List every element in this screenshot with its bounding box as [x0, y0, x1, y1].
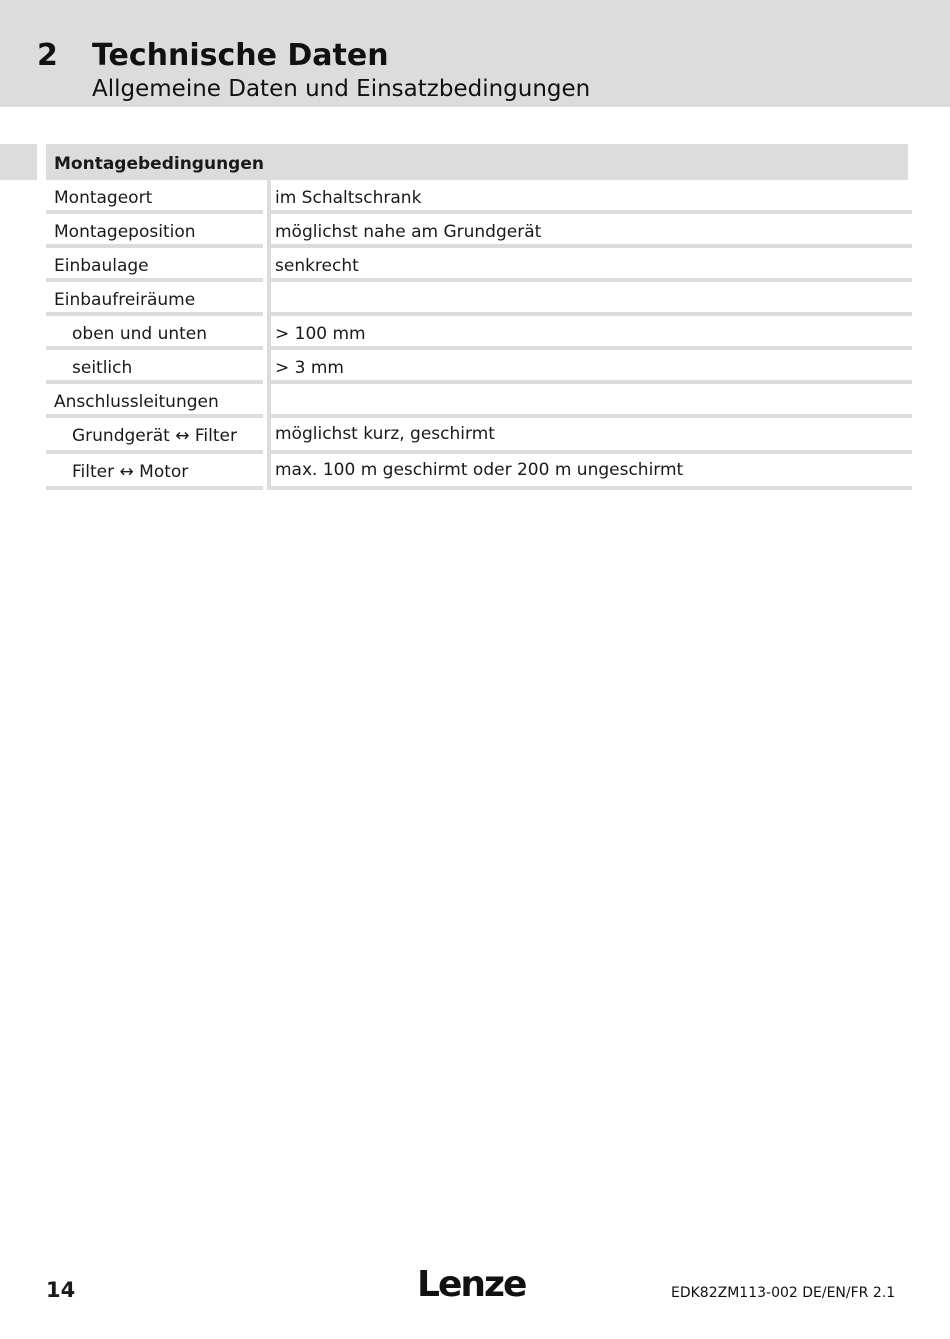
row-label: seitlich — [46, 350, 263, 384]
row-value: möglichst kurz, geschirmt — [267, 418, 912, 454]
table-row — [46, 454, 912, 490]
chapter-number: 2 — [37, 38, 58, 73]
row-value: im Schaltschrank — [267, 180, 912, 214]
section-title: Allgemeine Daten und Einsatzbedingungen — [92, 76, 591, 102]
row-value: möglichst nahe am Grundgerät — [267, 214, 912, 248]
lenze-logo: Lenze — [417, 1264, 526, 1305]
row-label: Einbaufreiräume — [46, 282, 263, 316]
table-row — [46, 384, 912, 418]
table-heading: Montagebedingungen — [46, 144, 908, 180]
row-value: senkrecht — [267, 248, 912, 282]
row-value — [267, 384, 912, 418]
spec-table — [46, 144, 912, 490]
row-label: Montageort — [46, 180, 263, 214]
table-row — [46, 180, 912, 214]
table-row — [46, 350, 912, 384]
table-row — [46, 214, 912, 248]
chapter-title: Technische Daten — [92, 38, 389, 73]
side-tab — [0, 144, 37, 180]
table-row — [46, 316, 912, 350]
row-label: Montageposition — [46, 214, 263, 248]
row-value: > 3 mm — [267, 350, 912, 384]
row-label: oben und unten — [46, 316, 263, 350]
table-row — [46, 418, 912, 454]
row-label: Einbaulage — [46, 248, 263, 282]
document-id: EDK82ZM113-002 DE/EN/FR 2.1 — [671, 1285, 896, 1301]
row-label: Grundgerät ↔ Filter — [46, 418, 263, 454]
table-row — [46, 282, 912, 316]
row-value: > 100 mm — [267, 316, 912, 350]
row-label: Filter ↔ Motor — [46, 454, 263, 490]
header-band — [0, 0, 950, 107]
row-label: Anschlussleitungen — [46, 384, 263, 418]
table-row — [46, 248, 912, 282]
row-value — [267, 282, 912, 316]
page-number: 14 — [46, 1278, 76, 1302]
row-value: max. 100 m geschirmt oder 200 m ungeschirmt — [267, 454, 912, 490]
